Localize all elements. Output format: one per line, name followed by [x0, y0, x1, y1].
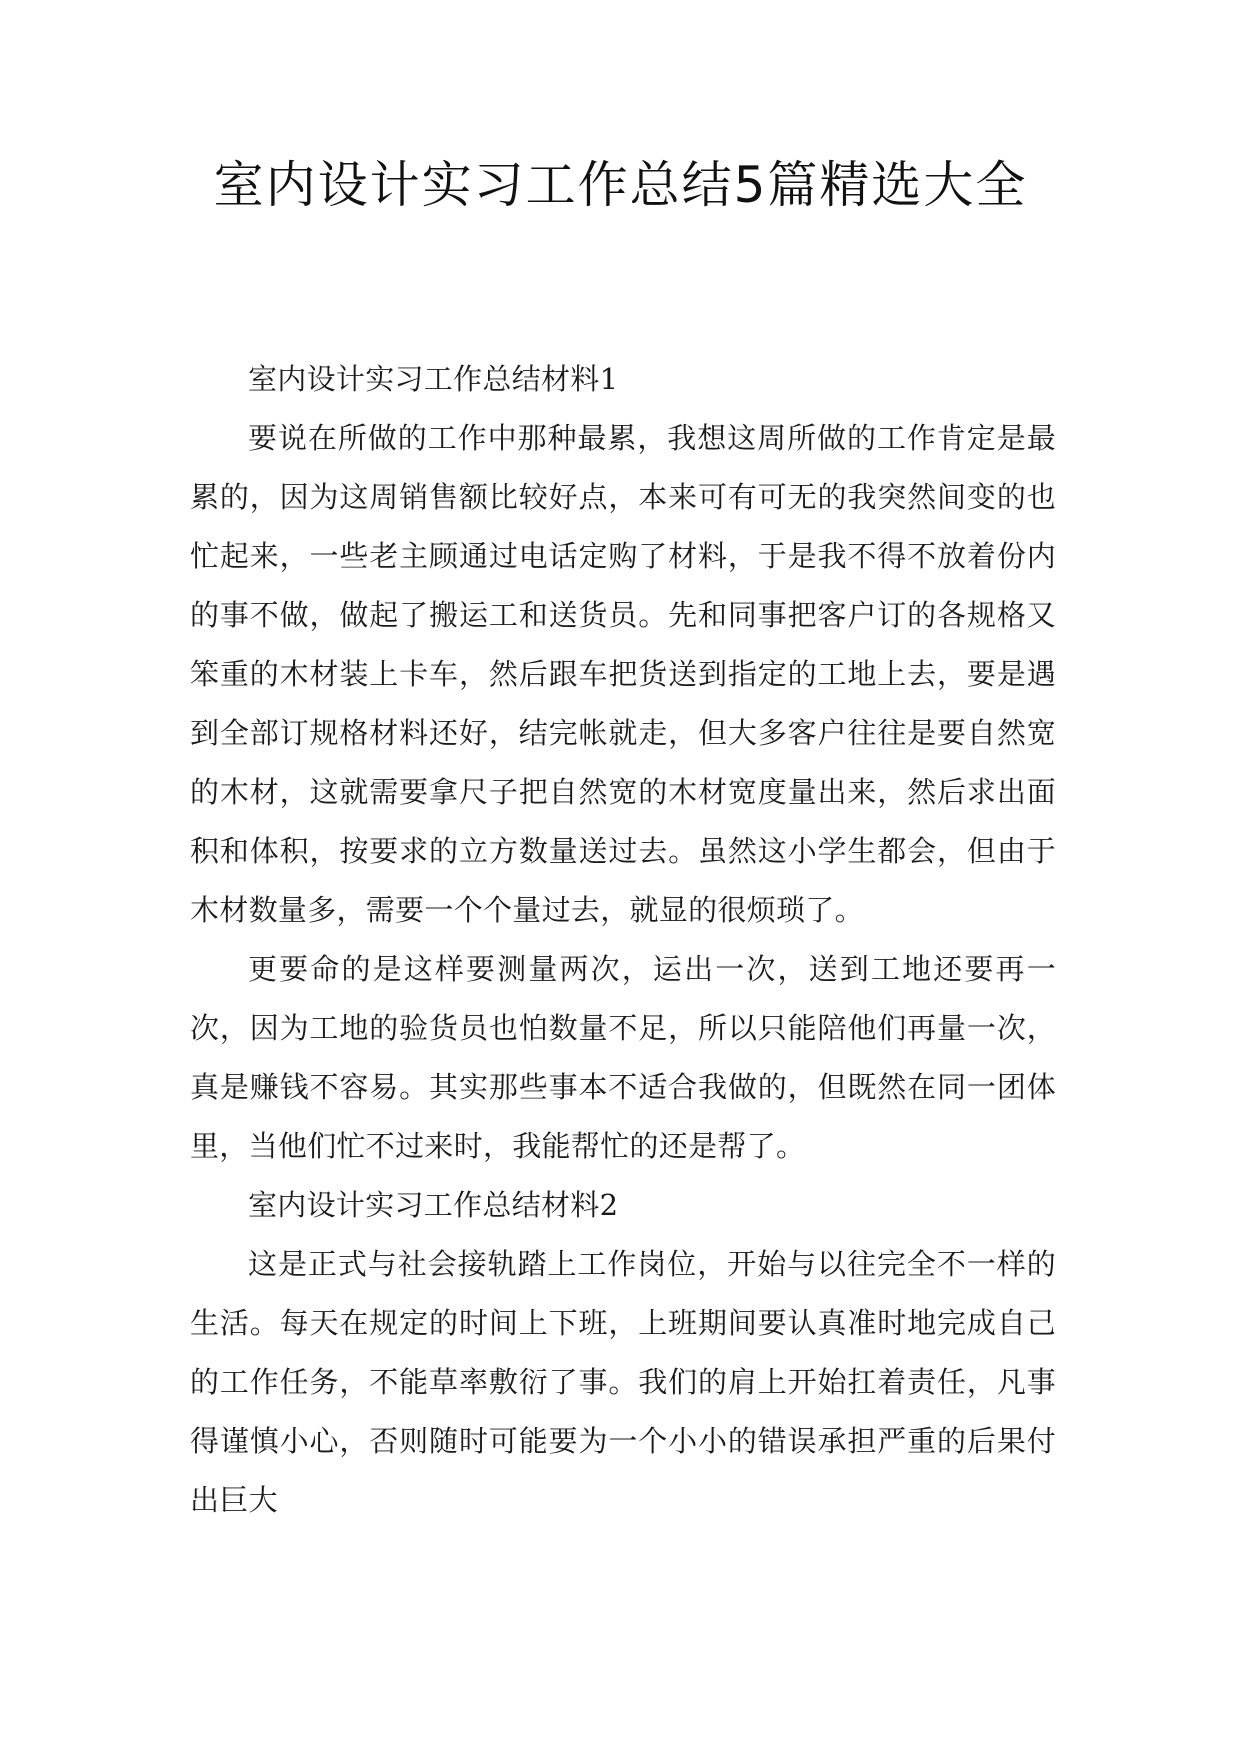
document-body	[190, 350, 1056, 1530]
paragraph-2: 更要命的是这样要测量两次，运出一次，送到工地还要再一次，因为工地的验货员也怕数量不足，所以只能陪他们再量一次，真是赚钱不容易。其实那些事本不适合我做的，但既然在同一团体里，当他们忙不过来时，我能帮忙的还是帮了。	[190, 952, 1056, 1163]
paragraph-3: 这是正式与社会接轨踏上工作岗位，开始与以往完全不一样的生活。每天在规定的时间上下班，上班期间要认真准时地完成自己的工作任务，不能草率敷衍了事。我们的肩上开始扛着责任，凡事得谨慎小心，否则随时可能要为一个小小的错误承担严重的后果付出巨大	[190, 1247, 1056, 1517]
paragraph-1: 要说在所做的工作中那种最累，我想这周所做的工作肯定是最累的，因为这周销售额比较好点，本来可有可无的我突然间变的也忙起来，一些老主顾通过电话定购了材料，于是我不得不放着份内的事不做，做起了搬运工和送货员。先和同事把客户订的各规格又笨重的木材装上卡车，然后跟车把货送到指定的工地上去，要是遇到全部订规格材料还好，结完帐就走，但大多客户往往是要自然宽的木材，这就需要拿尺子把自然宽的木材宽度量出来，然后求出面积和体积，按要求的立方数量送过去。虽然这小学生都会，但由于木材数量多，需要一个个量过去，就显的很烦琐了。	[190, 421, 1056, 927]
section-heading-1: 室内设计实习工作总结材料1	[248, 362, 619, 396]
document-title: 室内设计实习工作总结5篇精选大全	[213, 156, 1028, 214]
section-heading-2: 室内设计实习工作总结材料2	[248, 1188, 619, 1222]
